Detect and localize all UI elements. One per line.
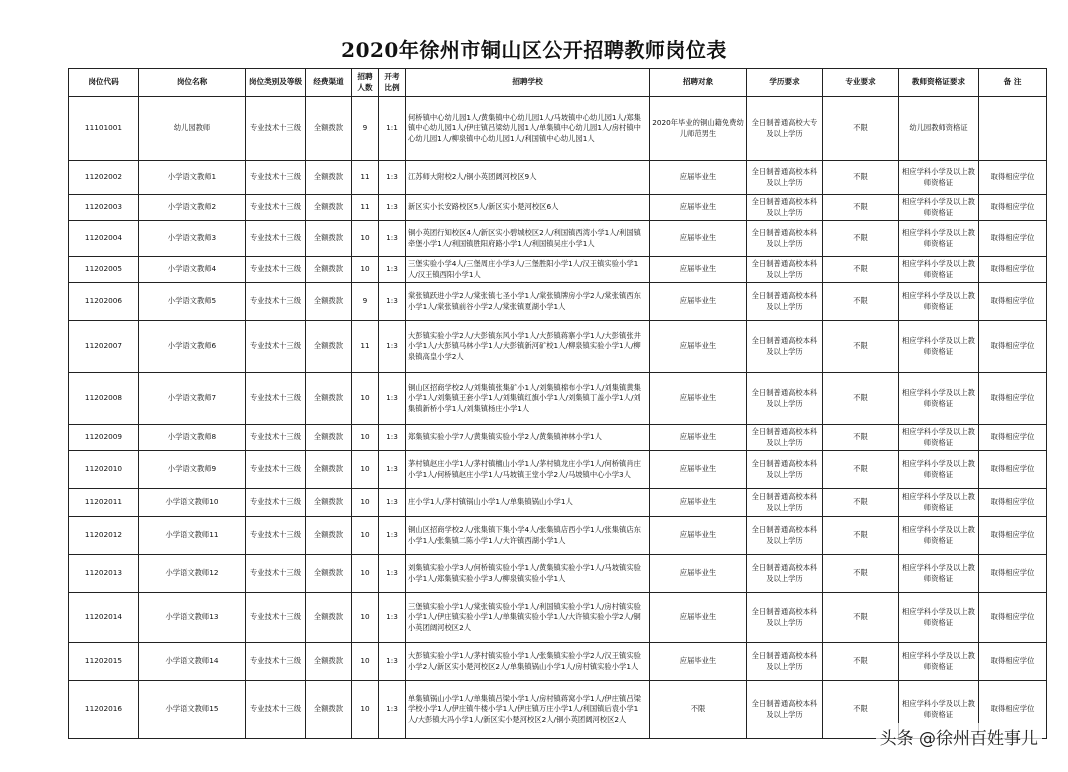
certificate-cell: 相应学科小学及以上教师资格证: [899, 373, 979, 425]
category-cell: 专业技术十三级: [246, 555, 306, 593]
position-name-cell: 小学语文教师3: [139, 221, 246, 257]
funding-cell: 全额拨款: [306, 593, 352, 643]
category-cell: 专业技术十三级: [246, 195, 306, 221]
schools-cell: 江苏师大附校2人/铜小英团阔河校区9人: [406, 161, 650, 195]
education-cell: 全日制普通高校本科及以上学历: [747, 283, 823, 321]
ratio-cell: 1:3: [379, 451, 406, 489]
table-row: [69, 555, 1047, 593]
count-cell: 10: [352, 555, 379, 593]
note-cell: 取得相应学位: [979, 517, 1047, 555]
count-cell: 10: [352, 425, 379, 451]
major-cell: 不限: [823, 195, 899, 221]
certificate-cell: 相应学科小学及以上教师资格证: [899, 257, 979, 283]
target-cell: 应届毕业生: [650, 195, 747, 221]
table-row: [69, 451, 1047, 489]
position-code-cell: 11202002: [69, 161, 139, 195]
major-cell: 不限: [823, 425, 899, 451]
education-cell: 全日制普通高校本科及以上学历: [747, 373, 823, 425]
category-cell: 专业技术十三级: [246, 321, 306, 373]
certificate-cell: 相应学科小学及以上教师资格证: [899, 195, 979, 221]
funding-cell: 全额拨款: [306, 643, 352, 681]
certificate-cell: 相应学科小学及以上教师资格证: [899, 681, 979, 739]
funding-cell: 全额拨款: [306, 97, 352, 161]
education-cell: 全日制普通高校本科及以上学历: [747, 681, 823, 739]
count-cell: 10: [352, 221, 379, 257]
category-cell: 专业技术十三级: [246, 451, 306, 489]
major-cell: 不限: [823, 373, 899, 425]
position-name-cell: 小学语文教师7: [139, 373, 246, 425]
schools-cell: 大彭镇实验小学1人/茅村镇实验小学1人/张集镇实验小学2人/汉王镇实验小学2人/新区实小楚河校区2人/单集镇锅山小学1人/房村镇实验小学1人: [406, 643, 650, 681]
target-cell: 应届毕业生: [650, 517, 747, 555]
target-cell: 应届毕业生: [650, 321, 747, 373]
table-row: [69, 221, 1047, 257]
header-cell: 岗位名称: [139, 69, 246, 97]
count-cell: 10: [352, 681, 379, 739]
count-cell: 10: [352, 373, 379, 425]
category-cell: 专业技术十三级: [246, 97, 306, 161]
target-cell: 不限: [650, 681, 747, 739]
target-cell: 应届毕业生: [650, 283, 747, 321]
target-cell: 应届毕业生: [650, 593, 747, 643]
table-row: [69, 257, 1047, 283]
position-code-cell: 11202015: [69, 643, 139, 681]
category-cell: 专业技术十三级: [246, 681, 306, 739]
major-cell: 不限: [823, 257, 899, 283]
major-cell: 不限: [823, 161, 899, 195]
position-name-cell: 小学语文教师12: [139, 555, 246, 593]
major-cell: 不限: [823, 451, 899, 489]
funding-cell: 全额拨款: [306, 257, 352, 283]
education-cell: 全日制普通高校大专及以上学历: [747, 97, 823, 161]
target-cell: 应届毕业生: [650, 257, 747, 283]
certificate-cell: 相应学科小学及以上教师资格证: [899, 517, 979, 555]
major-cell: 不限: [823, 321, 899, 373]
note-cell: 取得相应学位: [979, 643, 1047, 681]
category-cell: 专业技术十三级: [246, 593, 306, 643]
ratio-cell: 1:3: [379, 283, 406, 321]
table-row: [69, 195, 1047, 221]
table-row: [69, 283, 1047, 321]
note-cell: 取得相应学位: [979, 161, 1047, 195]
header-cell: 教师资格证要求: [899, 69, 979, 97]
target-cell: 应届毕业生: [650, 643, 747, 681]
education-cell: 全日制普通高校本科及以上学历: [747, 555, 823, 593]
header-cell: 招聘对象: [650, 69, 747, 97]
position-code-cell: 11202008: [69, 373, 139, 425]
note-cell: 取得相应学位: [979, 283, 1047, 321]
count-cell: 10: [352, 643, 379, 681]
education-cell: 全日制普通高校本科及以上学历: [747, 257, 823, 283]
education-cell: 全日制普通高校本科及以上学历: [747, 425, 823, 451]
schools-cell: 三堡实验小学4人/三堡周庄小学3人/三堡胜阳小学1人/汉王镇实验小学1人/汉王镇西阳小学1人: [406, 257, 650, 283]
count-cell: 9: [352, 283, 379, 321]
position-code-cell: 11202011: [69, 489, 139, 517]
header-cell: 经费渠道: [306, 69, 352, 97]
major-cell: 不限: [823, 681, 899, 739]
ratio-cell: 1:3: [379, 425, 406, 451]
education-cell: 全日制普通高校本科及以上学历: [747, 195, 823, 221]
table-row: [69, 425, 1047, 451]
category-cell: 专业技术十三级: [246, 425, 306, 451]
target-cell: 应届毕业生: [650, 425, 747, 451]
schools-cell: 铜山区招商学校2人/刘集镇张集矿小1人/刘集镇棉布小学1人/刘集镇黄集小学1人/刘集镇王套小学1人/刘集镇红旗小学1人/刘集镇丁盖小学1人/刘集镇新桥小学1人/刘集镇杨庄小学1人: [406, 373, 650, 425]
position-name-cell: 小学语文教师5: [139, 283, 246, 321]
note-cell: 取得相应学位: [979, 195, 1047, 221]
source-watermark: 头条 @徐州百姓事儿: [876, 723, 1042, 750]
schools-cell: 三堡镇实验小学1人/棠张镇实验小学1人/利国镇实验小学1人/房村镇实验小学1人/伊庄镇实验小学1人/单集镇实验小学1人/大许镇实验小学2人/铜小英团阔河校区2人: [406, 593, 650, 643]
target-cell: 应届毕业生: [650, 555, 747, 593]
funding-cell: 全额拨款: [306, 555, 352, 593]
position-code-cell: 11101001: [69, 97, 139, 161]
count-cell: 10: [352, 517, 379, 555]
note-cell: 取得相应学位: [979, 489, 1047, 517]
target-cell: 2020年毕业的铜山籍免费幼儿师范男生: [650, 97, 747, 161]
position-code-cell: 11202016: [69, 681, 139, 739]
ratio-cell: 1:3: [379, 489, 406, 517]
position-name-cell: 小学语文教师15: [139, 681, 246, 739]
table-row: [69, 489, 1047, 517]
position-name-cell: 小学语文教师10: [139, 489, 246, 517]
target-cell: 应届毕业生: [650, 489, 747, 517]
position-code-cell: 11202006: [69, 283, 139, 321]
position-code-cell: 11202005: [69, 257, 139, 283]
position-code-cell: 11202003: [69, 195, 139, 221]
position-name-cell: 小学语文教师1: [139, 161, 246, 195]
position-name-cell: 小学语文教师2: [139, 195, 246, 221]
position-name-cell: 小学语文教师13: [139, 593, 246, 643]
note-cell: 取得相应学位: [979, 373, 1047, 425]
count-cell: 11: [352, 161, 379, 195]
certificate-cell: 相应学科小学及以上教师资格证: [899, 425, 979, 451]
category-cell: 专业技术十三级: [246, 161, 306, 195]
major-cell: 不限: [823, 97, 899, 161]
header-cell: 开考比例: [379, 69, 406, 97]
position-name-cell: 小学语文教师4: [139, 257, 246, 283]
certificate-cell: 相应学科小学及以上教师资格证: [899, 555, 979, 593]
count-cell: 11: [352, 321, 379, 373]
certificate-cell: 相应学科小学及以上教师资格证: [899, 593, 979, 643]
ratio-cell: 1:3: [379, 221, 406, 257]
count-cell: 10: [352, 489, 379, 517]
funding-cell: 全额拨款: [306, 489, 352, 517]
education-cell: 全日制普通高校本科及以上学历: [747, 161, 823, 195]
position-name-cell: 小学语文教师11: [139, 517, 246, 555]
target-cell: 应届毕业生: [650, 373, 747, 425]
note-cell: 取得相应学位: [979, 425, 1047, 451]
category-cell: 专业技术十三级: [246, 257, 306, 283]
certificate-cell: 相应学科小学及以上教师资格证: [899, 451, 979, 489]
category-cell: 专业技术十三级: [246, 517, 306, 555]
education-cell: 全日制普通高校本科及以上学历: [747, 517, 823, 555]
ratio-cell: 1:3: [379, 321, 406, 373]
funding-cell: 全额拨款: [306, 373, 352, 425]
ratio-cell: 1:3: [379, 681, 406, 739]
position-code-cell: 11202012: [69, 517, 139, 555]
funding-cell: 全额拨款: [306, 681, 352, 739]
ratio-cell: 1:3: [379, 643, 406, 681]
position-code-cell: 11202014: [69, 593, 139, 643]
category-cell: 专业技术十三级: [246, 373, 306, 425]
note-cell: 取得相应学位: [979, 681, 1047, 739]
funding-cell: 全额拨款: [306, 451, 352, 489]
target-cell: 应届毕业生: [650, 161, 747, 195]
funding-cell: 全额拨款: [306, 425, 352, 451]
category-cell: 专业技术十三级: [246, 643, 306, 681]
ratio-cell: 1:3: [379, 161, 406, 195]
table-row: [69, 321, 1047, 373]
position-name-cell: 小学语文教师9: [139, 451, 246, 489]
major-cell: 不限: [823, 593, 899, 643]
education-cell: 全日制普通高校本科及以上学历: [747, 221, 823, 257]
position-code-cell: 11202004: [69, 221, 139, 257]
certificate-cell: 幼儿园教师资格证: [899, 97, 979, 161]
ratio-cell: 1:3: [379, 373, 406, 425]
count-cell: 10: [352, 593, 379, 643]
major-cell: 不限: [823, 283, 899, 321]
schools-cell: 刘集镇实验小学3人/何桥镇实验小学1人/黄集镇实验小学1人/马坡镇实验小学1人/郑集镇实验小学3人/柳泉镇实验小学1人: [406, 555, 650, 593]
major-cell: 不限: [823, 643, 899, 681]
table-row: [69, 593, 1047, 643]
major-cell: 不限: [823, 555, 899, 593]
funding-cell: 全额拨款: [306, 283, 352, 321]
header-cell: 岗位代码: [69, 69, 139, 97]
schools-cell: 铜小英团行知校区4人/新区实小碧城校区2人/利国镇西湾小学1人/利国镇牵堡小学1人/利国镇胜阳府路小学1人/利国镇吴庄小学1人: [406, 221, 650, 257]
position-code-cell: 11202009: [69, 425, 139, 451]
ratio-cell: 1:3: [379, 517, 406, 555]
header-cell: 专业要求: [823, 69, 899, 97]
major-cell: 不限: [823, 517, 899, 555]
table-row: [69, 643, 1047, 681]
position-name-cell: 小学语文教师8: [139, 425, 246, 451]
position-name-cell: 幼儿园教师: [139, 97, 246, 161]
header-row: [69, 69, 1047, 97]
certificate-cell: 相应学科小学及以上教师资格证: [899, 489, 979, 517]
major-cell: 不限: [823, 489, 899, 517]
position-code-cell: 11202010: [69, 451, 139, 489]
funding-cell: 全额拨款: [306, 321, 352, 373]
header-cell: 学历要求: [747, 69, 823, 97]
header-cell: 备 注: [979, 69, 1047, 97]
category-cell: 专业技术十三级: [246, 221, 306, 257]
note-cell: 取得相应学位: [979, 221, 1047, 257]
schools-cell: 茅村镇赵庄小学1人/茅村镇檀山小学1人/茅村镇龙庄小学1人/何桥镇肖庄小学1人/何桥镇赵庄小学1人/马坡镇王堂小学2人/马坡镇中心小学3人: [406, 451, 650, 489]
note-cell: [979, 97, 1047, 161]
position-name-cell: 小学语文教师6: [139, 321, 246, 373]
position-code-cell: 11202007: [69, 321, 139, 373]
count-cell: 11: [352, 195, 379, 221]
table-row: [69, 97, 1047, 161]
note-cell: 取得相应学位: [979, 451, 1047, 489]
education-cell: 全日制普通高校本科及以上学历: [747, 593, 823, 643]
schools-cell: 大彭镇实验小学2人/大彭镇东风小学1人/大彭镇蒋寨小学1人/大彭镇张井小学1人/大彭镇马林小学1人/大彭镇新河矿校1人/柳泉镇实验小学1人/柳泉镇高皇小学2人: [406, 321, 650, 373]
note-cell: 取得相应学位: [979, 593, 1047, 643]
major-cell: 不限: [823, 221, 899, 257]
header-cell: 岗位类别及等级: [246, 69, 306, 97]
table-row: [69, 373, 1047, 425]
recruitment-table: [68, 68, 1047, 739]
schools-cell: 棠张镇跃进小学2人/棠张镇七圣小学1人/棠张镇牌房小学2人/棠张镇西东小学1人/棠张镇前谷小学2人/棠张镇夏湖小学1人: [406, 283, 650, 321]
schools-cell: 郑集镇实验小学7人/黄集镇实验小学2人/黄集镇神林小学1人: [406, 425, 650, 451]
education-cell: 全日制普通高校本科及以上学历: [747, 451, 823, 489]
certificate-cell: 相应学科小学及以上教师资格证: [899, 221, 979, 257]
table-row: [69, 161, 1047, 195]
funding-cell: 全额拨款: [306, 221, 352, 257]
category-cell: 专业技术十三级: [246, 489, 306, 517]
target-cell: 应届毕业生: [650, 451, 747, 489]
ratio-cell: 1:3: [379, 195, 406, 221]
certificate-cell: 相应学科小学及以上教师资格证: [899, 643, 979, 681]
education-cell: 全日制普通高校本科及以上学历: [747, 321, 823, 373]
category-cell: 专业技术十三级: [246, 283, 306, 321]
note-cell: 取得相应学位: [979, 555, 1047, 593]
ratio-cell: 1:3: [379, 555, 406, 593]
count-cell: 10: [352, 257, 379, 283]
certificate-cell: 相应学科小学及以上教师资格证: [899, 283, 979, 321]
table-row: [69, 517, 1047, 555]
certificate-cell: 相应学科小学及以上教师资格证: [899, 321, 979, 373]
funding-cell: 全额拨款: [306, 195, 352, 221]
funding-cell: 全额拨款: [306, 161, 352, 195]
certificate-cell: 相应学科小学及以上教师资格证: [899, 161, 979, 195]
note-cell: 取得相应学位: [979, 321, 1047, 373]
schools-cell: 新区实小长安路校区5人/新区实小楚河校区6人: [406, 195, 650, 221]
page-title: 2020年徐州市铜山区公开招聘教师岗位表: [341, 38, 727, 62]
schools-cell: 单集镇锅山小学1人/单集镇吕梁小学1人/房村镇蒋窝小学1人/伊庄镇吕梁学校小学1人/伊庄镇牛楼小学1人/伊庄镇万庄小学1人/利国镇后袁小学1人/大彭镇大冯小学1人/新区实小楚河校区2人/铜小英团阔河校区2人: [406, 681, 650, 739]
ratio-cell: 1:1: [379, 97, 406, 161]
schools-cell: 庄小学1人/茅村镇锅山小学1人/单集镇锅山小学1人: [406, 489, 650, 517]
note-cell: 取得相应学位: [979, 257, 1047, 283]
education-cell: 全日制普通高校本科及以上学历: [747, 643, 823, 681]
position-code-cell: 11202013: [69, 555, 139, 593]
schools-cell: 铜山区招商学校2人/张集镇下集小学4人/张集镇店西小学1人/张集镇店东小学1人/张集镇二陈小学1人/大许镇西湖小学1人: [406, 517, 650, 555]
education-cell: 全日制普通高校本科及以上学历: [747, 489, 823, 517]
schools-cell: 何桥镇中心幼儿园1人/黄集镇中心幼儿园1人/马坡镇中心幼儿园1人/郑集镇中心幼儿园1人/伊庄镇吕梁幼儿园1人/单集镇中心幼儿园1人/房村镇中心幼儿园1人/柳泉镇中心幼儿园1人/利国镇中心幼儿园1人: [406, 97, 650, 161]
count-cell: 9: [352, 97, 379, 161]
count-cell: 10: [352, 451, 379, 489]
position-name-cell: 小学语文教师14: [139, 643, 246, 681]
header-cell: 招聘学校: [406, 69, 650, 97]
funding-cell: 全额拨款: [306, 517, 352, 555]
target-cell: 应届毕业生: [650, 221, 747, 257]
ratio-cell: 1:3: [379, 593, 406, 643]
ratio-cell: 1:3: [379, 257, 406, 283]
header-cell: 招聘人数: [352, 69, 379, 97]
